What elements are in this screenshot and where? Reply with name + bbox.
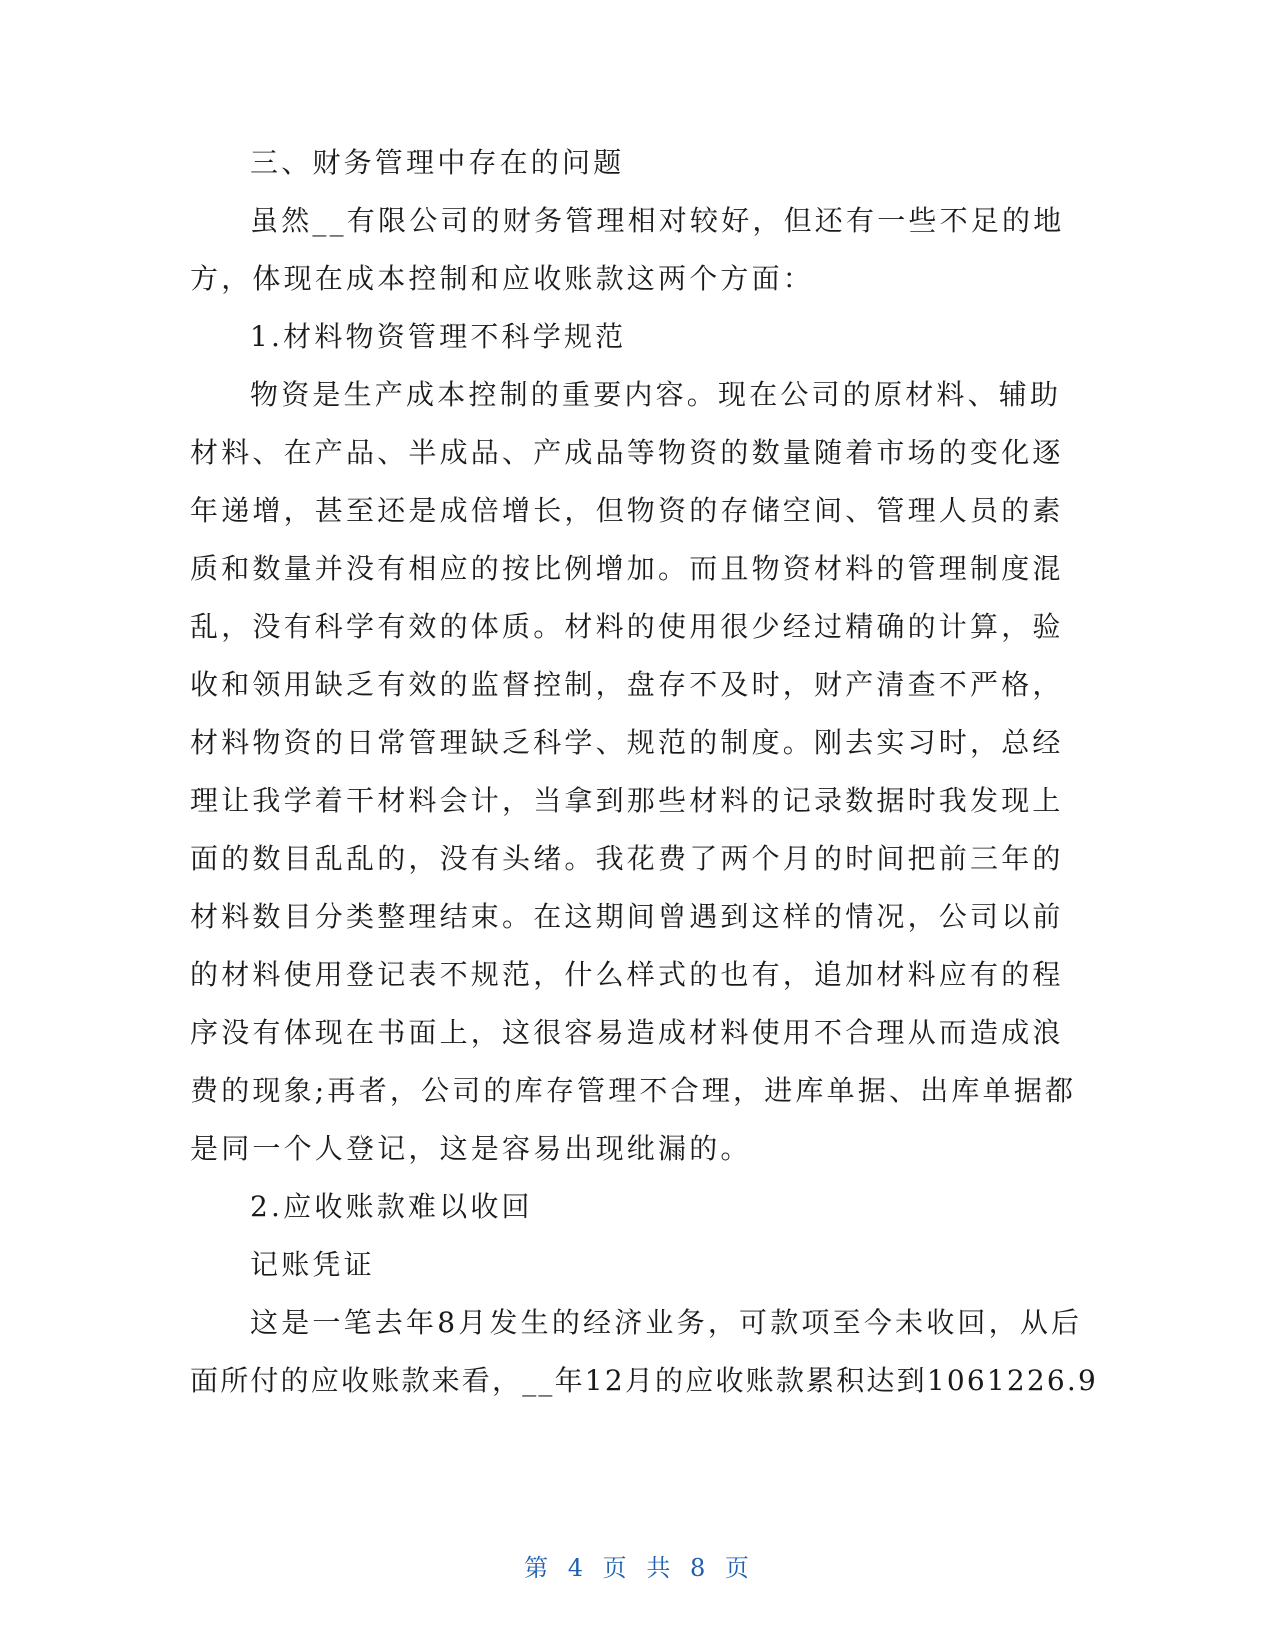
current-page-number: 4	[567, 1554, 586, 1582]
paragraph-line: 理让我学着干材料会计，当拿到那些材料的记录数据时我发现上	[190, 784, 1064, 817]
footer-suffix: 页	[724, 1554, 751, 1582]
paragraph-line: 材料物资的日常管理缺乏科学、规范的制度。刚去实习时，总经	[190, 726, 1064, 759]
paragraph-line: 质和数量并没有相应的按比例增加。而且物资材料的管理制度混	[190, 552, 1064, 585]
section-heading: 三、财务管理中存在的问题	[250, 146, 625, 179]
paragraph-line: 这是一笔去年8月发生的经济业务，可款项至今未收回，从后	[250, 1306, 1083, 1339]
total-page-count: 8	[689, 1554, 708, 1582]
paragraph-line: 物资是生产成本控制的重要内容。现在公司的原材料、辅助	[250, 378, 1062, 411]
paragraph-line: 年递增，甚至还是成倍增长，但物资的存储空间、管理人员的素	[190, 494, 1064, 527]
paragraph-line: 材料、在产品、半成品、产成品等物资的数量随着市场的变化逐	[190, 436, 1064, 469]
paragraph-line: 是同一个人登记，这是容易出现纰漏的。	[190, 1132, 752, 1165]
paragraph-line: 材料数目分类整理结束。在这期间曾遇到这样的情况，公司以前	[190, 900, 1064, 933]
paragraph-line: 收和领用缺乏有效的监督控制，盘存不及时，财产清查不严格，	[190, 668, 1064, 701]
subheading: 1.材料物资管理不科学规范	[250, 320, 627, 353]
footer-page-word: 页	[602, 1554, 629, 1582]
paragraph-line: 乱，没有科学有效的体质。材料的使用很少经过精确的计算，验	[190, 610, 1064, 643]
paragraph-line: 序没有体现在书面上，这很容易造成材料使用不合理从而造成浪	[190, 1016, 1064, 1049]
paragraph-line: 方，体现在成本控制和应收账款这两个方面：	[190, 262, 815, 295]
page-footer	[0, 1553, 1275, 1583]
paragraph-line: 记账凭证	[250, 1248, 375, 1281]
paragraph-line: 面的数目乱乱的，没有头绪。我花费了两个月的时间把前三年的	[190, 842, 1064, 875]
paragraph-line: 面所付的应收账款来看，__年12月的应收账款累积达到1061226.9	[190, 1364, 1099, 1397]
paragraph-line: 的材料使用登记表不规范，什么样式的也有，追加材料应有的程	[190, 958, 1064, 991]
paragraph-line: 虽然__有限公司的财务管理相对较好，但还有一些不足的地	[250, 204, 1065, 237]
footer-prefix: 第	[524, 1554, 551, 1582]
footer-total-word: 共	[646, 1554, 673, 1582]
paragraph-line: 费的现象;再者，公司的库存管理不合理，进库单据、出库单据都	[190, 1074, 1077, 1107]
subheading: 2.应收账款难以收回	[250, 1190, 533, 1223]
